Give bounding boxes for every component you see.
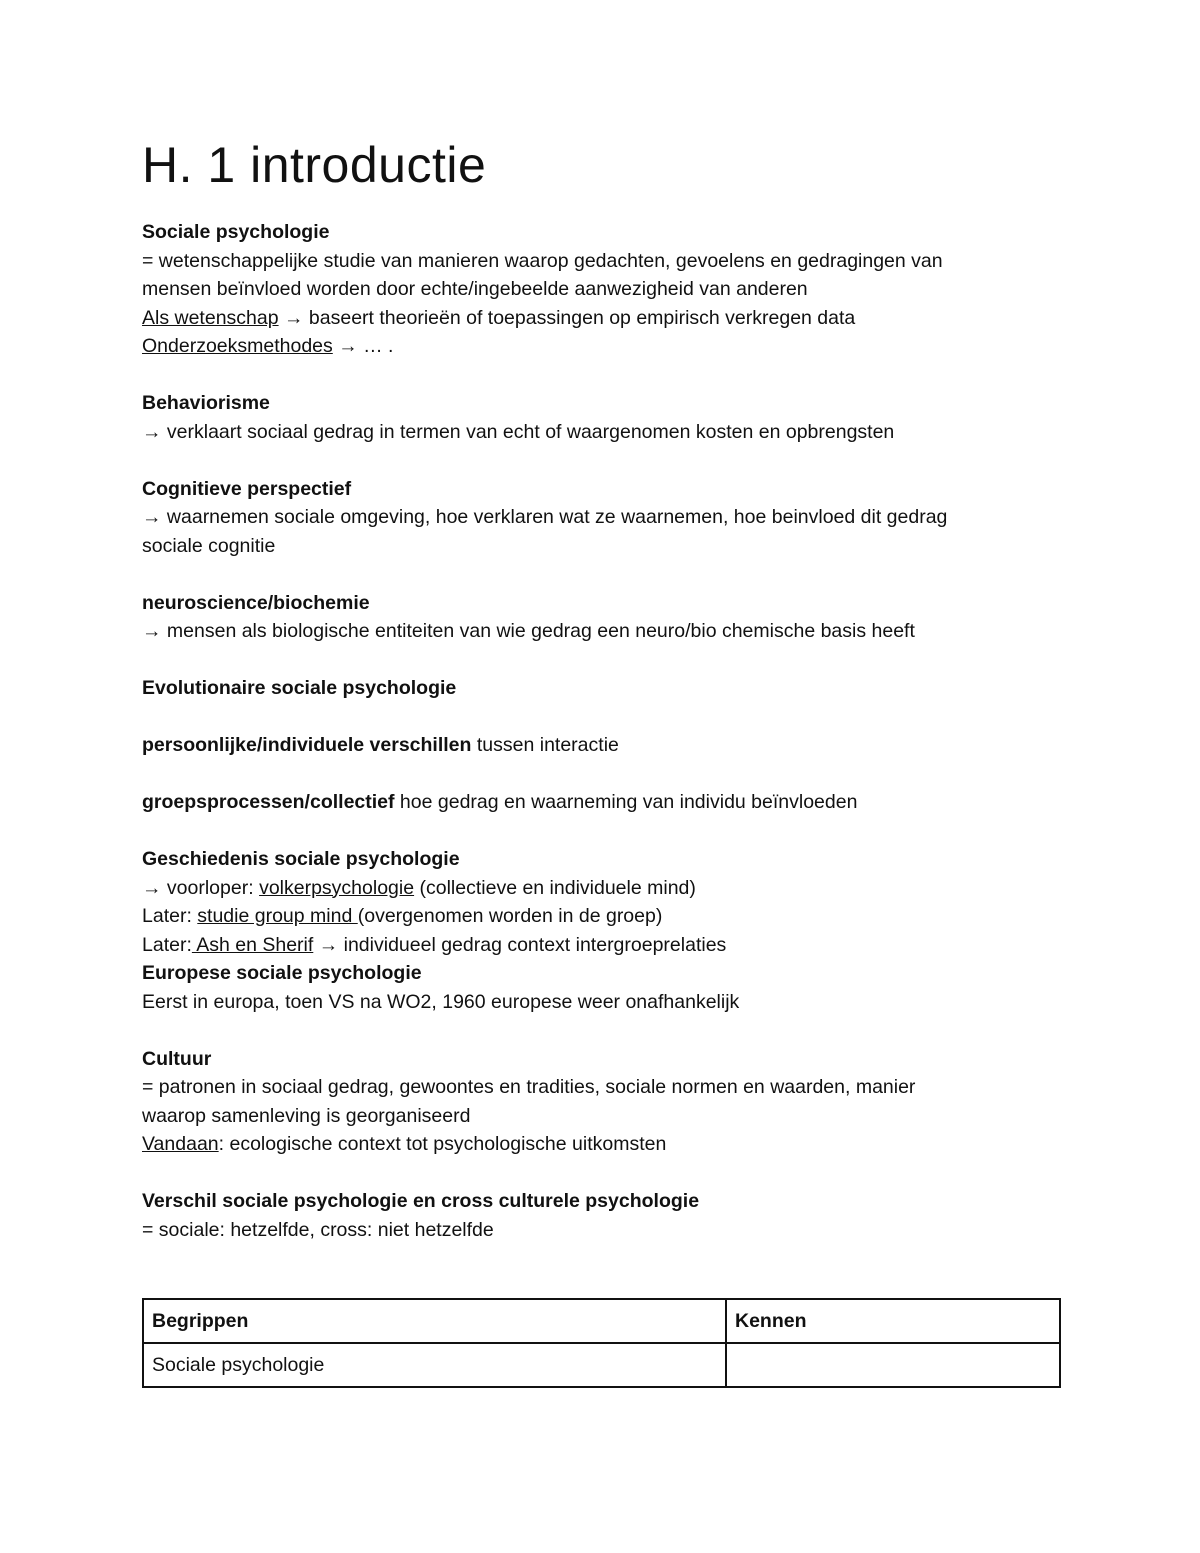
section-heading-evolutionair: Evolutionaire sociale psychologie xyxy=(142,677,457,699)
page-title: H. 1 introductie xyxy=(142,137,487,193)
underlined-term: Vandaan xyxy=(142,1133,219,1155)
paragraph-line: waarop samenleving is georganiseerd xyxy=(142,1104,471,1127)
section-heading-europees: Europese sociale psychologie xyxy=(142,962,422,984)
paragraph-line: sociale cognitie xyxy=(142,534,276,557)
section-heading-persoonlijk: persoonlijke/individuele verschillen xyxy=(142,734,472,756)
document-page xyxy=(142,137,1062,1244)
table-header-row xyxy=(143,1299,1060,1343)
paragraph-line: = wetenschappelijke studie van manieren waarop gedachten, gevoelens en gedragingen van xyxy=(142,249,943,272)
section-heading-geschiedenis: Geschiedenis sociale psychologie xyxy=(142,848,460,870)
paragraph-line: → verklaart sociaal gedrag in termen van echt of waargenomen kosten en opbrengsten xyxy=(142,420,895,443)
section-heading-neuro: neuroscience/biochemie xyxy=(142,591,370,614)
section-heading-verschil: Verschil sociale psychologie en cross culturele psychologie xyxy=(142,1190,700,1212)
terms-table xyxy=(142,1298,1061,1388)
paragraph-line: persoonlijke/individuele verschillen tussen interactie xyxy=(142,734,619,756)
paragraph-line: Later: studie group mind (overgenomen worden in de groep) xyxy=(142,905,663,927)
paragraph-line: = patronen in sociaal gedrag, gewoontes en tradities, sociale normen en waarden, manier xyxy=(142,1076,916,1098)
underlined-term: Als wetenschap xyxy=(142,306,279,329)
paragraph-line: Als wetenschap → baseert theorieën of toepassingen op empirisch verkregen data xyxy=(142,306,856,329)
document-body xyxy=(142,218,1062,1244)
table-header-cell: Begrippen xyxy=(143,1299,726,1343)
section-heading-cognitief: Cognitieve perspectief xyxy=(142,477,352,500)
underlined-term: Ash en Sherif xyxy=(191,933,314,956)
section-heading-groep: groepsprocessen/collectief xyxy=(142,791,395,813)
table-cell: Sociale psychologie xyxy=(143,1343,726,1387)
paragraph-line: → waarnemen sociale omgeving, hoe verklaren wat ze waarnemen, hoe beinvloed dit gedrag xyxy=(142,506,948,528)
paragraph-line: groepsprocessen/collectief hoe gedrag en waarneming van individu beïnvloeden xyxy=(142,791,858,813)
table-cell xyxy=(726,1343,1060,1387)
paragraph-line: → voorloper: volkerpsychologie (collectieve en individuele mind) xyxy=(142,876,696,899)
section-heading-sociale: Sociale psychologie xyxy=(142,221,330,243)
paragraph-line: mensen beïnvloed worden door echte/ingebeelde aanwezigheid van anderen xyxy=(142,278,808,300)
paragraph-line: → mensen als biologische entiteiten van wie gedrag een neuro/bio chemische basis heeft xyxy=(142,620,915,642)
paragraph-line: Vandaan: ecologische context tot psychologische uitkomsten xyxy=(142,1133,667,1155)
section-heading-cultuur: Cultuur xyxy=(142,1047,212,1070)
paragraph-line: Eerst in europa, toen VS na WO2, 1960 europese weer onafhankelijk xyxy=(142,990,740,1013)
underlined-term: studie group mind xyxy=(197,905,358,927)
section-heading-behaviorisme: Behaviorisme xyxy=(142,392,270,414)
paragraph-line: Onderzoeksmethodes → … . xyxy=(142,335,394,357)
paragraph-line: Later: Ash en Sherif → individueel gedrag context intergroeprelaties xyxy=(142,933,727,956)
underlined-term: volkerpsychologie xyxy=(259,876,415,899)
underlined-term: Onderzoeksmethodes xyxy=(142,335,333,357)
table-header-cell: Kennen xyxy=(726,1299,1060,1343)
paragraph-line: = sociale: hetzelfde, cross: niet hetzelfde xyxy=(142,1218,494,1241)
table-row xyxy=(143,1343,1060,1387)
